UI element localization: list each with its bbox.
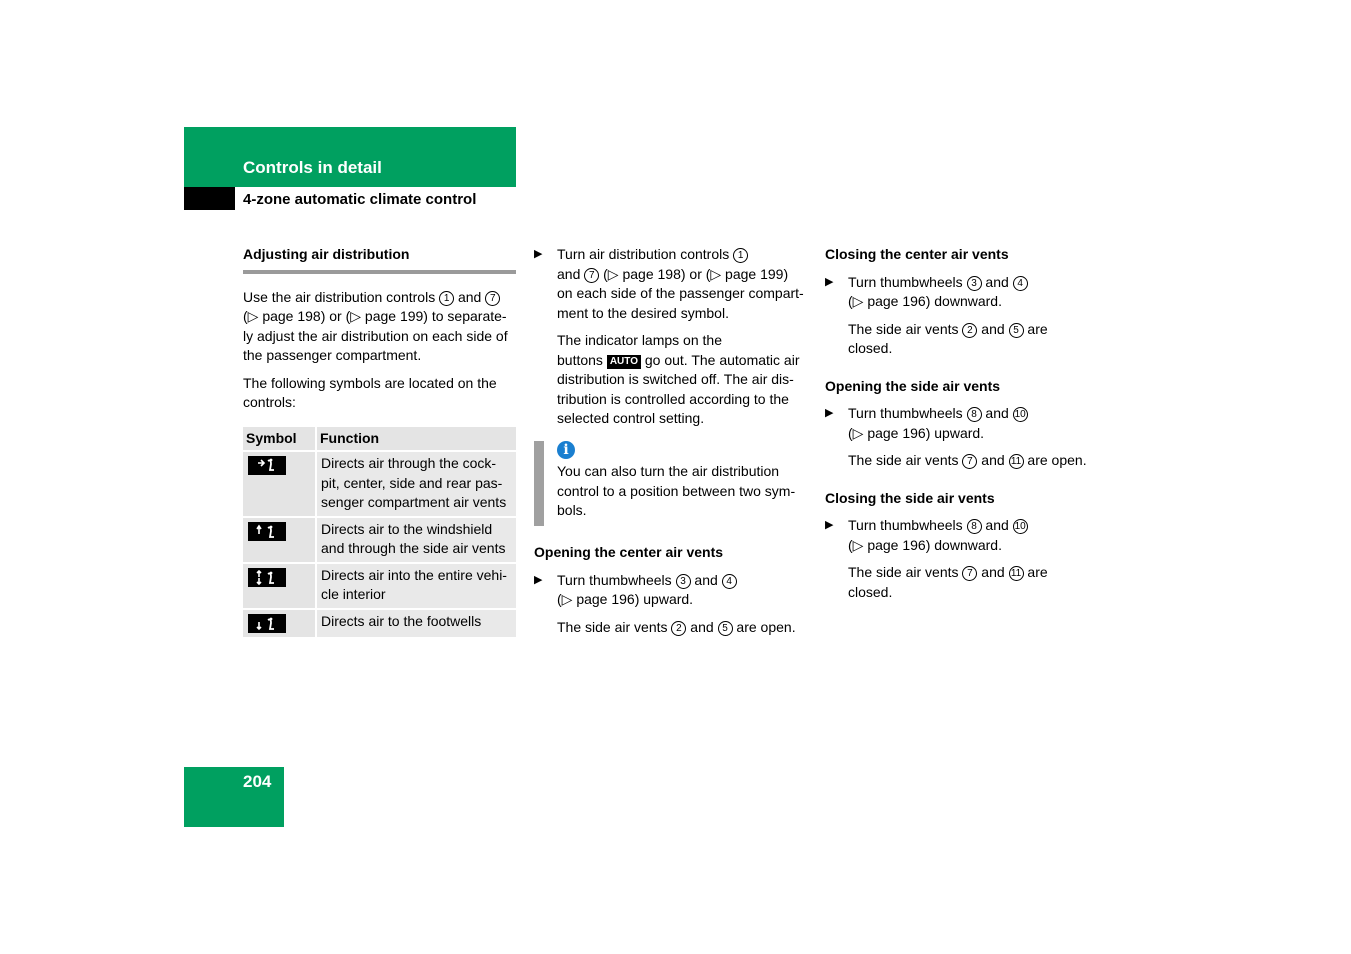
step-open-center-vents: ▶ Turn thumbwheels 3 and 4 (▷ page 196) upward.: [534, 571, 814, 610]
heading-opening-side-vents: Opening the side air vents: [825, 377, 1001, 394]
column-3: [825, 245, 1115, 610]
heading-closing-center-vents: Closing the center air vents: [825, 246, 1009, 262]
step-open-side-vents: ▶ Turn thumbwheels 8 and 10 (▷ page 196) upward.: [825, 405, 1026, 441]
table-header-row: [243, 427, 516, 452]
heading-opening-center-vents: Opening the center air vents: [534, 544, 724, 560]
section-title: Controls in detail: [243, 158, 382, 177]
symbols-table: [243, 427, 516, 637]
air-windshield-side-icon: [248, 522, 286, 541]
arrow-right-icon: ▶: [825, 519, 834, 531]
page-number: 204: [243, 772, 272, 791]
auto-button-symbol: AUTO: [607, 355, 641, 369]
step-turn-distribution-controls: ▶ Turn air distribution controls 1 and 7 (▷ page 198) or (▷ page 199) on each side of the passenger compart- ment to the desired symbol.: [534, 246, 804, 321]
step-close-side-vents: ▶ Turn thumbwheels 8 and 10 (▷ page 196) downward.: [825, 517, 1026, 553]
table-row: Directs air through the cock- pit, center, side and rear pas- senger compartment air vents: [243, 451, 516, 517]
table-header-symbol: Symbol: [243, 427, 316, 452]
table-header-function: Function: [316, 427, 516, 452]
result-center-vents-open: The side air vents 2 and 5 are open.: [557, 618, 796, 635]
air-cockpit-center-side-rear-icon: [248, 456, 286, 475]
result-center-vents-closed: The side air vents 2 and 5 are closed.: [848, 320, 1048, 356]
step-close-center-vents: ▶ Turn thumbwheels 3 and 4 (▷ page 196) downward.: [825, 273, 1115, 312]
column-1: [243, 245, 516, 637]
heading-closing-side-vents: Closing the side air vents: [825, 489, 995, 506]
table-row: Directs air into the entire vehi- cle interior: [243, 563, 516, 609]
table-row: Directs air to the windshield and through the side air vents: [243, 517, 516, 563]
arrow-right-icon: ▶: [825, 407, 834, 419]
arrow-right-icon: ▶: [534, 573, 543, 586]
result-side-vents-open: The side air vents 7 and 11 are open.: [848, 452, 1087, 468]
info-bar: [534, 441, 544, 526]
heading-adjusting-air-distribution: Adjusting air distribution: [243, 246, 410, 262]
column-2: [534, 245, 814, 437]
symbols-paragraph: The following symbols are located on the controls:: [243, 374, 497, 410]
heading-rule: [243, 270, 516, 274]
indicator-lamps-paragraph: The indicator lamps on the buttons AUTO go out. The automatic air distribution is switched off. The air dis- tribution is controlled according to the selected control setting.: [557, 332, 800, 426]
air-footwell-icon: [248, 614, 286, 633]
column-2-lower: [534, 543, 814, 645]
header-black-tab: [184, 187, 235, 210]
subsection-title: 4-zone automatic climate control: [243, 191, 477, 208]
header-band: [184, 127, 516, 187]
info-icon: i: [557, 441, 575, 459]
info-text: You can also turn the air distribution control to a position between two sym- bols.: [557, 463, 796, 518]
arrow-right-icon: ▶: [825, 275, 834, 288]
table-row: Directs air to the footwells: [243, 609, 516, 637]
result-side-vents-closed: The side air vents 7 and 11 are closed.: [848, 564, 1048, 600]
info-note: [557, 441, 817, 521]
air-entire-interior-icon: [248, 568, 286, 587]
arrow-right-icon: ▶: [534, 248, 543, 260]
intro-paragraph: Use the air distribution controls 1 and 7 (▷ page 198) or (▷ page 199) to separate- ly adjust the air distribution on each side of the passenger compartment.: [243, 288, 508, 363]
